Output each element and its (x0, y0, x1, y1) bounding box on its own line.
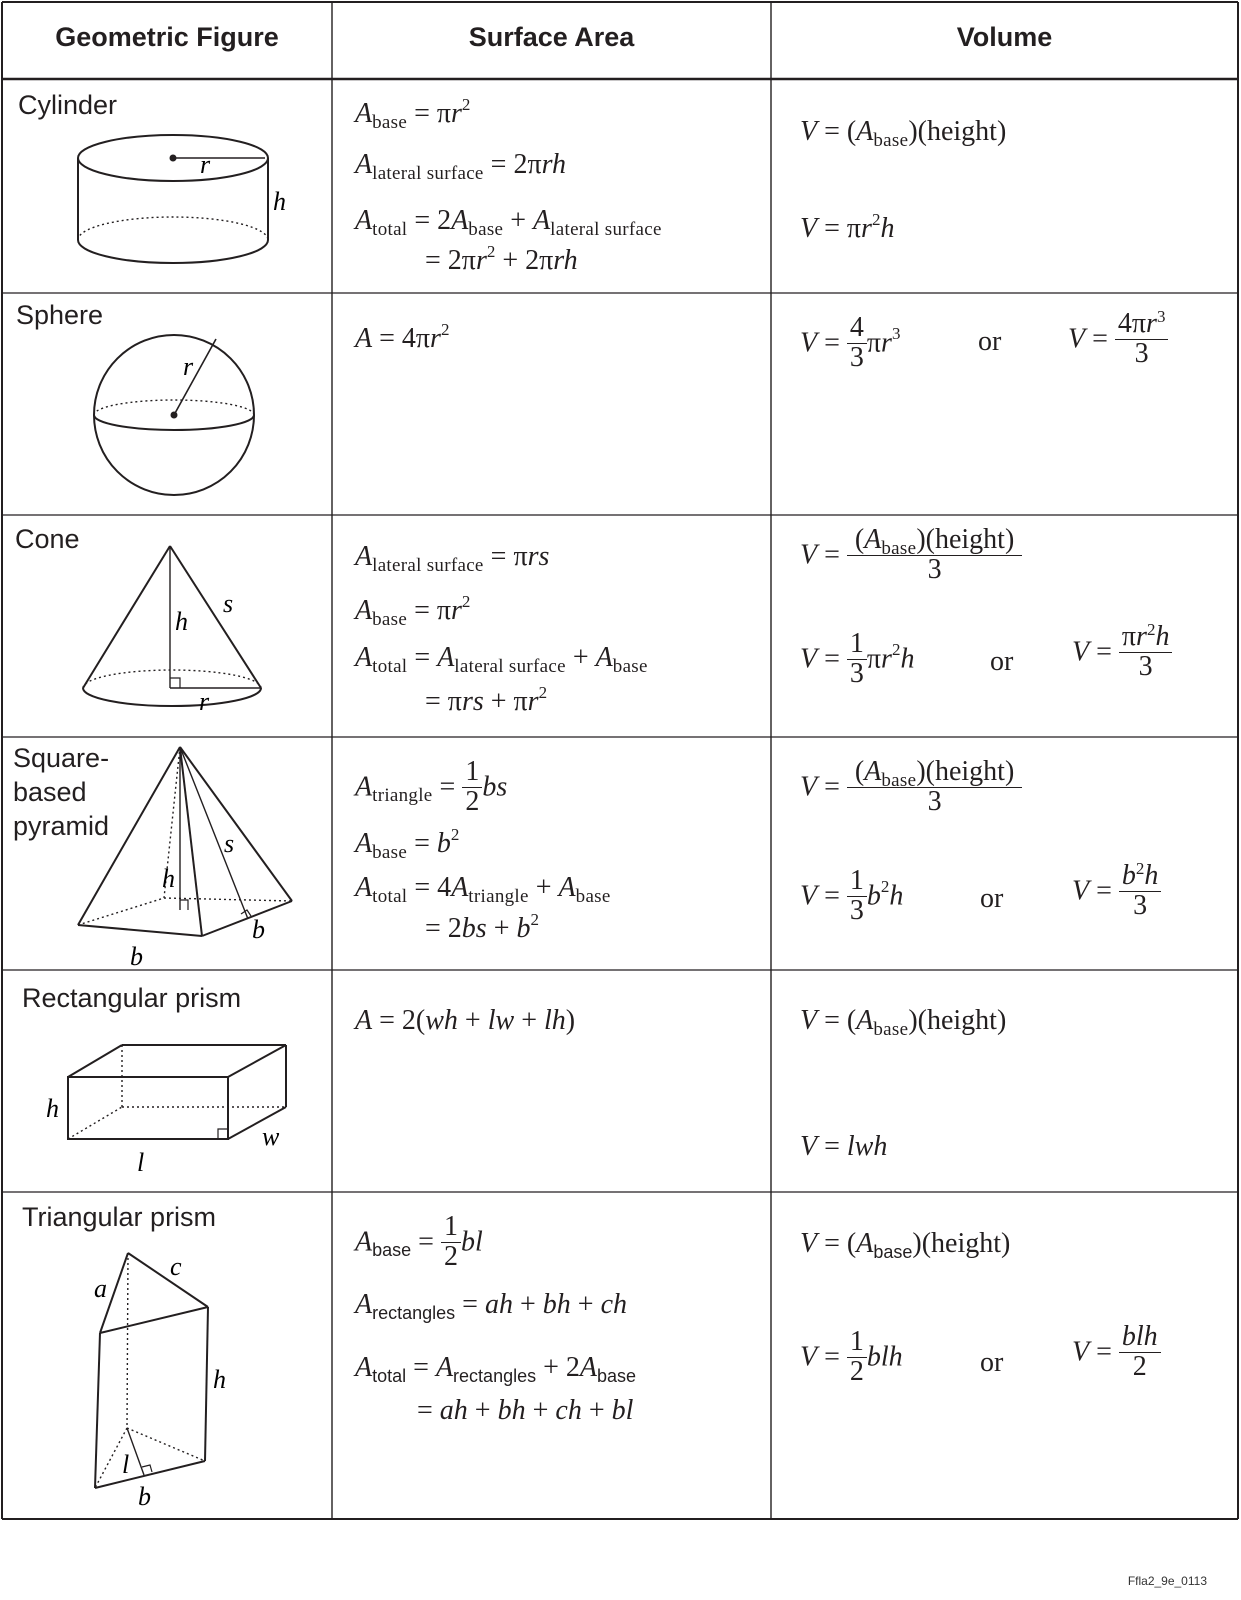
cyl-sa-line3: $A_{total} = 2A_{base} + A_{lateral surface}$ (355, 205, 662, 240)
cone-sa-line4: = $\pi rs + \pi r^2$ (425, 683, 548, 717)
sphere-vol-or: or (978, 326, 1002, 357)
rect-sa-line1: A = 2(wh + lw + lh) (355, 1005, 576, 1036)
label-c: c (170, 1252, 182, 1281)
pyr-sa-line3: $A_{total} = 4A_{triangle} + A_{base}$ (355, 872, 611, 907)
label-h: h (46, 1094, 59, 1123)
cyl-sa-line1: $A_{base} = \pi r^2$ (355, 95, 471, 133)
pyr-sa-line2: $A_{base} = b^2$ (355, 825, 460, 863)
cone-vol-line2: V = $\frac{1}{3}$ $\pi r^2h$ (800, 628, 915, 689)
rect-vol-line2: V = lwh (800, 1131, 888, 1162)
figure-name-square-pyramid: Square- based pyramid (13, 743, 110, 841)
tri-sa-line2: $A_{rectangles}$ = ah + bh + ch (355, 1289, 627, 1323)
cyl-vol-line1: $V = (A_{base})(height)$ (800, 116, 1007, 151)
tri-vol-or: or (980, 1347, 1004, 1378)
label-r: r (183, 352, 194, 381)
label-r: r (199, 687, 210, 715)
pyr-vol-or: or (980, 883, 1004, 914)
label-a: a (94, 1274, 107, 1303)
square-pyramid-diagram (70, 742, 310, 972)
figure-code: Ffla2_9e_0113 (1127, 1574, 1207, 1588)
rect-vol-line1: $V = (A_{base})(height)$ (800, 1005, 1007, 1040)
label-w: w (262, 1122, 280, 1151)
pyr-sa-line4: = $2bs + b^2$ (425, 910, 539, 944)
figure-name-cone: Cone (15, 524, 80, 554)
sphere-vol-alt: V = $\frac{4\pi r^3}{3}$ (1068, 312, 1168, 370)
tri-vol-alt: V = $\frac{\text{blh}}{2}$ (1072, 1325, 1161, 1383)
cone-vol-alt: V = $\frac{\pi r^2h}{3}$ (1072, 625, 1172, 683)
triangular-prism-diagram (80, 1235, 260, 1510)
label-b: b (130, 942, 143, 971)
label-l: l (137, 1148, 145, 1175)
cone-sa-line2: $A_{base} = \pi r^2$ (355, 592, 471, 630)
label-h: h (213, 1365, 226, 1394)
header-surface-area: Surface Area (468, 22, 635, 52)
figure-name-sphere: Sphere (16, 300, 104, 330)
sphere-sa-line1: $A = 4\pi r^2$ (355, 320, 450, 354)
label-r: r (200, 150, 211, 179)
label-h: h (175, 607, 188, 636)
cylinder-diagram (60, 128, 320, 283)
figure-name-rectangular-prism: Rectangular prism (22, 983, 242, 1013)
cyl-sa-line2: $A_{lateral surface} = 2\pi rh$ (355, 149, 566, 184)
tri-sa-line1: $A_{base}$ = $\frac{1}{2}$ bl (355, 1211, 483, 1272)
cyl-sa-line4: = $2\pi r^2 + 2\pi rh$ (425, 242, 578, 276)
cyl-vol-line2: $V = \pi r^2h$ (800, 210, 895, 244)
label-l: l (122, 1450, 130, 1479)
label-s: s (223, 589, 234, 618)
label-h: h (162, 864, 175, 893)
pyr-sa-line1: $A_{triangle}$ = $\frac{1}{2}$ bs (355, 756, 508, 817)
label-b: b (252, 915, 265, 944)
header-geometric-figure: Geometric Figure (55, 22, 279, 52)
label-b: b (138, 1482, 151, 1510)
sphere-vol-frac: V = $\frac{4}{3}$ $\pi r^3$ (800, 312, 901, 373)
cone-sa-line1: $A_{lateral surface} = \pi rs$ (355, 541, 550, 576)
figure-name-cylinder: Cylinder (18, 90, 118, 120)
header-volume: Volume (956, 22, 1053, 52)
rectangular-prism-diagram (40, 1035, 300, 1175)
tri-sa-line4: = ah + bh + ch + bl (417, 1395, 634, 1426)
pyr-vol-line1: V = $\frac{(A_{base})(height)}{3}$ (800, 760, 1022, 818)
cone-vol-or: or (990, 646, 1014, 677)
label-h: h (273, 187, 286, 216)
pyr-vol-line2: V = $\frac{1}{3}$ $b^2h$ (800, 865, 904, 926)
tri-vol-line1: $V = (A_{base})(height)$ (800, 1228, 1011, 1262)
sphere-diagram (80, 325, 270, 505)
pyr-vol-alt: V = $\frac{b^2h}{3}$ (1072, 864, 1161, 922)
label-s: s (224, 829, 235, 858)
tri-sa-line3: $A_{total} = A_{rectangles} + 2A_{base}$ (355, 1352, 637, 1386)
tri-vol-line2: V = $\frac{1}{2}$ blh (800, 1326, 903, 1387)
cone-sa-line3: $A_{total} = A_{lateral surface} + A_{base}$ (355, 642, 648, 677)
cone-vol-line1: V = $\frac{(A_{base})(height)}{3}$ (800, 528, 1022, 586)
figure-name-triangular-prism: Triangular prism (22, 1202, 217, 1232)
cone-diagram (75, 540, 295, 715)
